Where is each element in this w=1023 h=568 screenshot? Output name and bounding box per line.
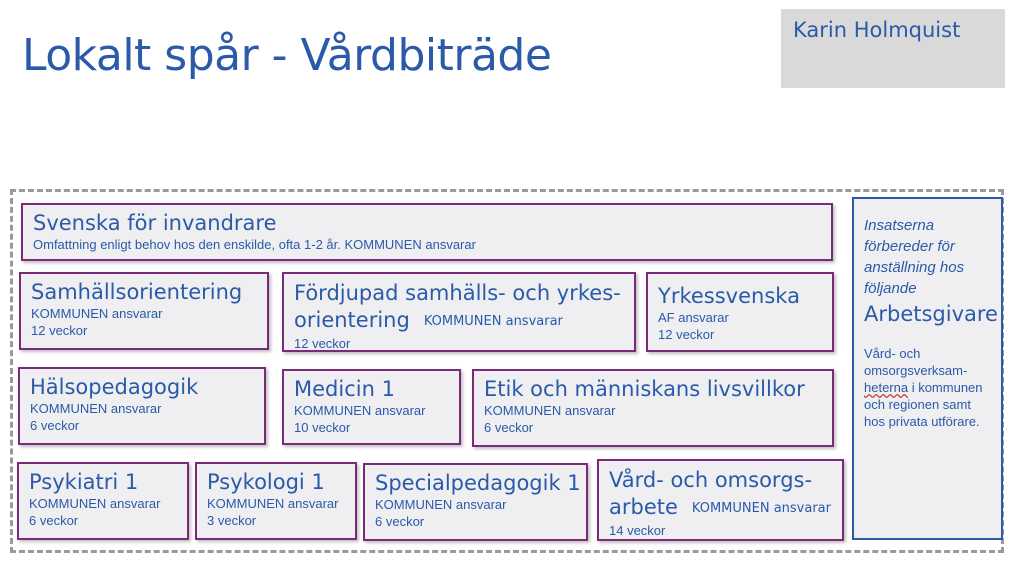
sidebar-heading: Arbetsgivare	[864, 302, 998, 326]
course-detail: Omfattning enligt behov hos den enskilde, ofta 1-2 år. KOMMUNEN ansvarar	[33, 237, 476, 252]
course-samhallsorientering	[19, 272, 269, 350]
course-responsible: KOMMUNEN ansvarar	[691, 500, 831, 516]
course-name-line2: orientering	[294, 308, 410, 332]
course-weeks: 6 veckor	[29, 513, 79, 528]
course-responsible: KOMMUNEN ansvarar	[375, 497, 507, 512]
course-weeks: 6 veckor	[375, 514, 425, 529]
course-name: Svenska för invandrare	[33, 211, 277, 235]
course-etik	[472, 369, 834, 447]
course-name: Psykologi 1	[207, 470, 325, 494]
course-responsible: KOMMUNEN ansvarar	[31, 306, 163, 321]
course-responsible: AF ansvarar	[658, 310, 729, 325]
course-vard-omsorg	[597, 459, 844, 541]
course-name: Samhällsorientering	[31, 280, 243, 304]
course-name: Psykiatri 1	[29, 470, 139, 494]
sidebar-text-2: heterna	[864, 380, 909, 395]
course-name: Yrkessvenska	[658, 284, 800, 308]
course-name: Hälsopedagogik	[30, 375, 199, 399]
course-responsible: KOMMUNEN ansvarar	[29, 496, 161, 511]
course-fordjupad	[282, 272, 636, 352]
course-weeks: 6 veckor	[484, 420, 534, 435]
sidebar-text	[864, 345, 991, 430]
course-weeks: 10 veckor	[294, 420, 351, 435]
course-weeks: 6 veckor	[30, 418, 80, 433]
sidebar-intro: Insatserna förbereder för anställning hos följande	[864, 217, 965, 297]
course-yrkessvenska	[646, 272, 834, 352]
course-medicin-1	[282, 369, 461, 445]
course-name-line2: arbete	[609, 495, 678, 519]
course-responsible: KOMMUNEN ansvarar	[423, 313, 563, 329]
course-responsible: KOMMUNEN ansvarar	[207, 496, 339, 511]
course-weeks: 12 veckor	[658, 327, 715, 342]
slide-title: Lokalt spår - Vårdbiträde	[22, 30, 552, 81]
course-name: Specialpedagogik 1	[375, 471, 581, 495]
course-name-line1: Vård- och omsorgs-	[609, 468, 813, 492]
course-responsible: KOMMUNEN ansvarar	[30, 401, 162, 416]
course-weeks: 14 veckor	[609, 522, 666, 538]
course-weeks: 3 veckor	[207, 513, 257, 528]
course-psykiatri-1	[17, 462, 189, 540]
course-psykologi-1	[195, 462, 357, 540]
course-halsopedagogik	[18, 367, 266, 445]
course-name: Etik och människans livsvillkor	[484, 377, 805, 401]
course-name-line1: Fördjupad samhälls- och yrkes-	[294, 281, 621, 305]
sidebar-text-1: Vård- och omsorgsverksam-	[864, 346, 968, 378]
sidebar-text-3: i kommunen och regionen samt hos privata utförare.	[864, 380, 983, 429]
course-responsible: KOMMUNEN ansvarar	[484, 403, 616, 418]
course-specialpedagogik-1	[363, 463, 588, 541]
course-sfi	[21, 203, 833, 261]
course-weeks: 12 veckor	[294, 335, 351, 351]
course-weeks: 12 veckor	[31, 323, 88, 338]
employer-sidebar	[852, 197, 1003, 540]
author-name: Karin Holmquist	[793, 18, 961, 42]
course-responsible: KOMMUNEN ansvarar	[294, 403, 426, 418]
course-name: Medicin 1	[294, 377, 395, 401]
author-box	[781, 9, 1005, 88]
